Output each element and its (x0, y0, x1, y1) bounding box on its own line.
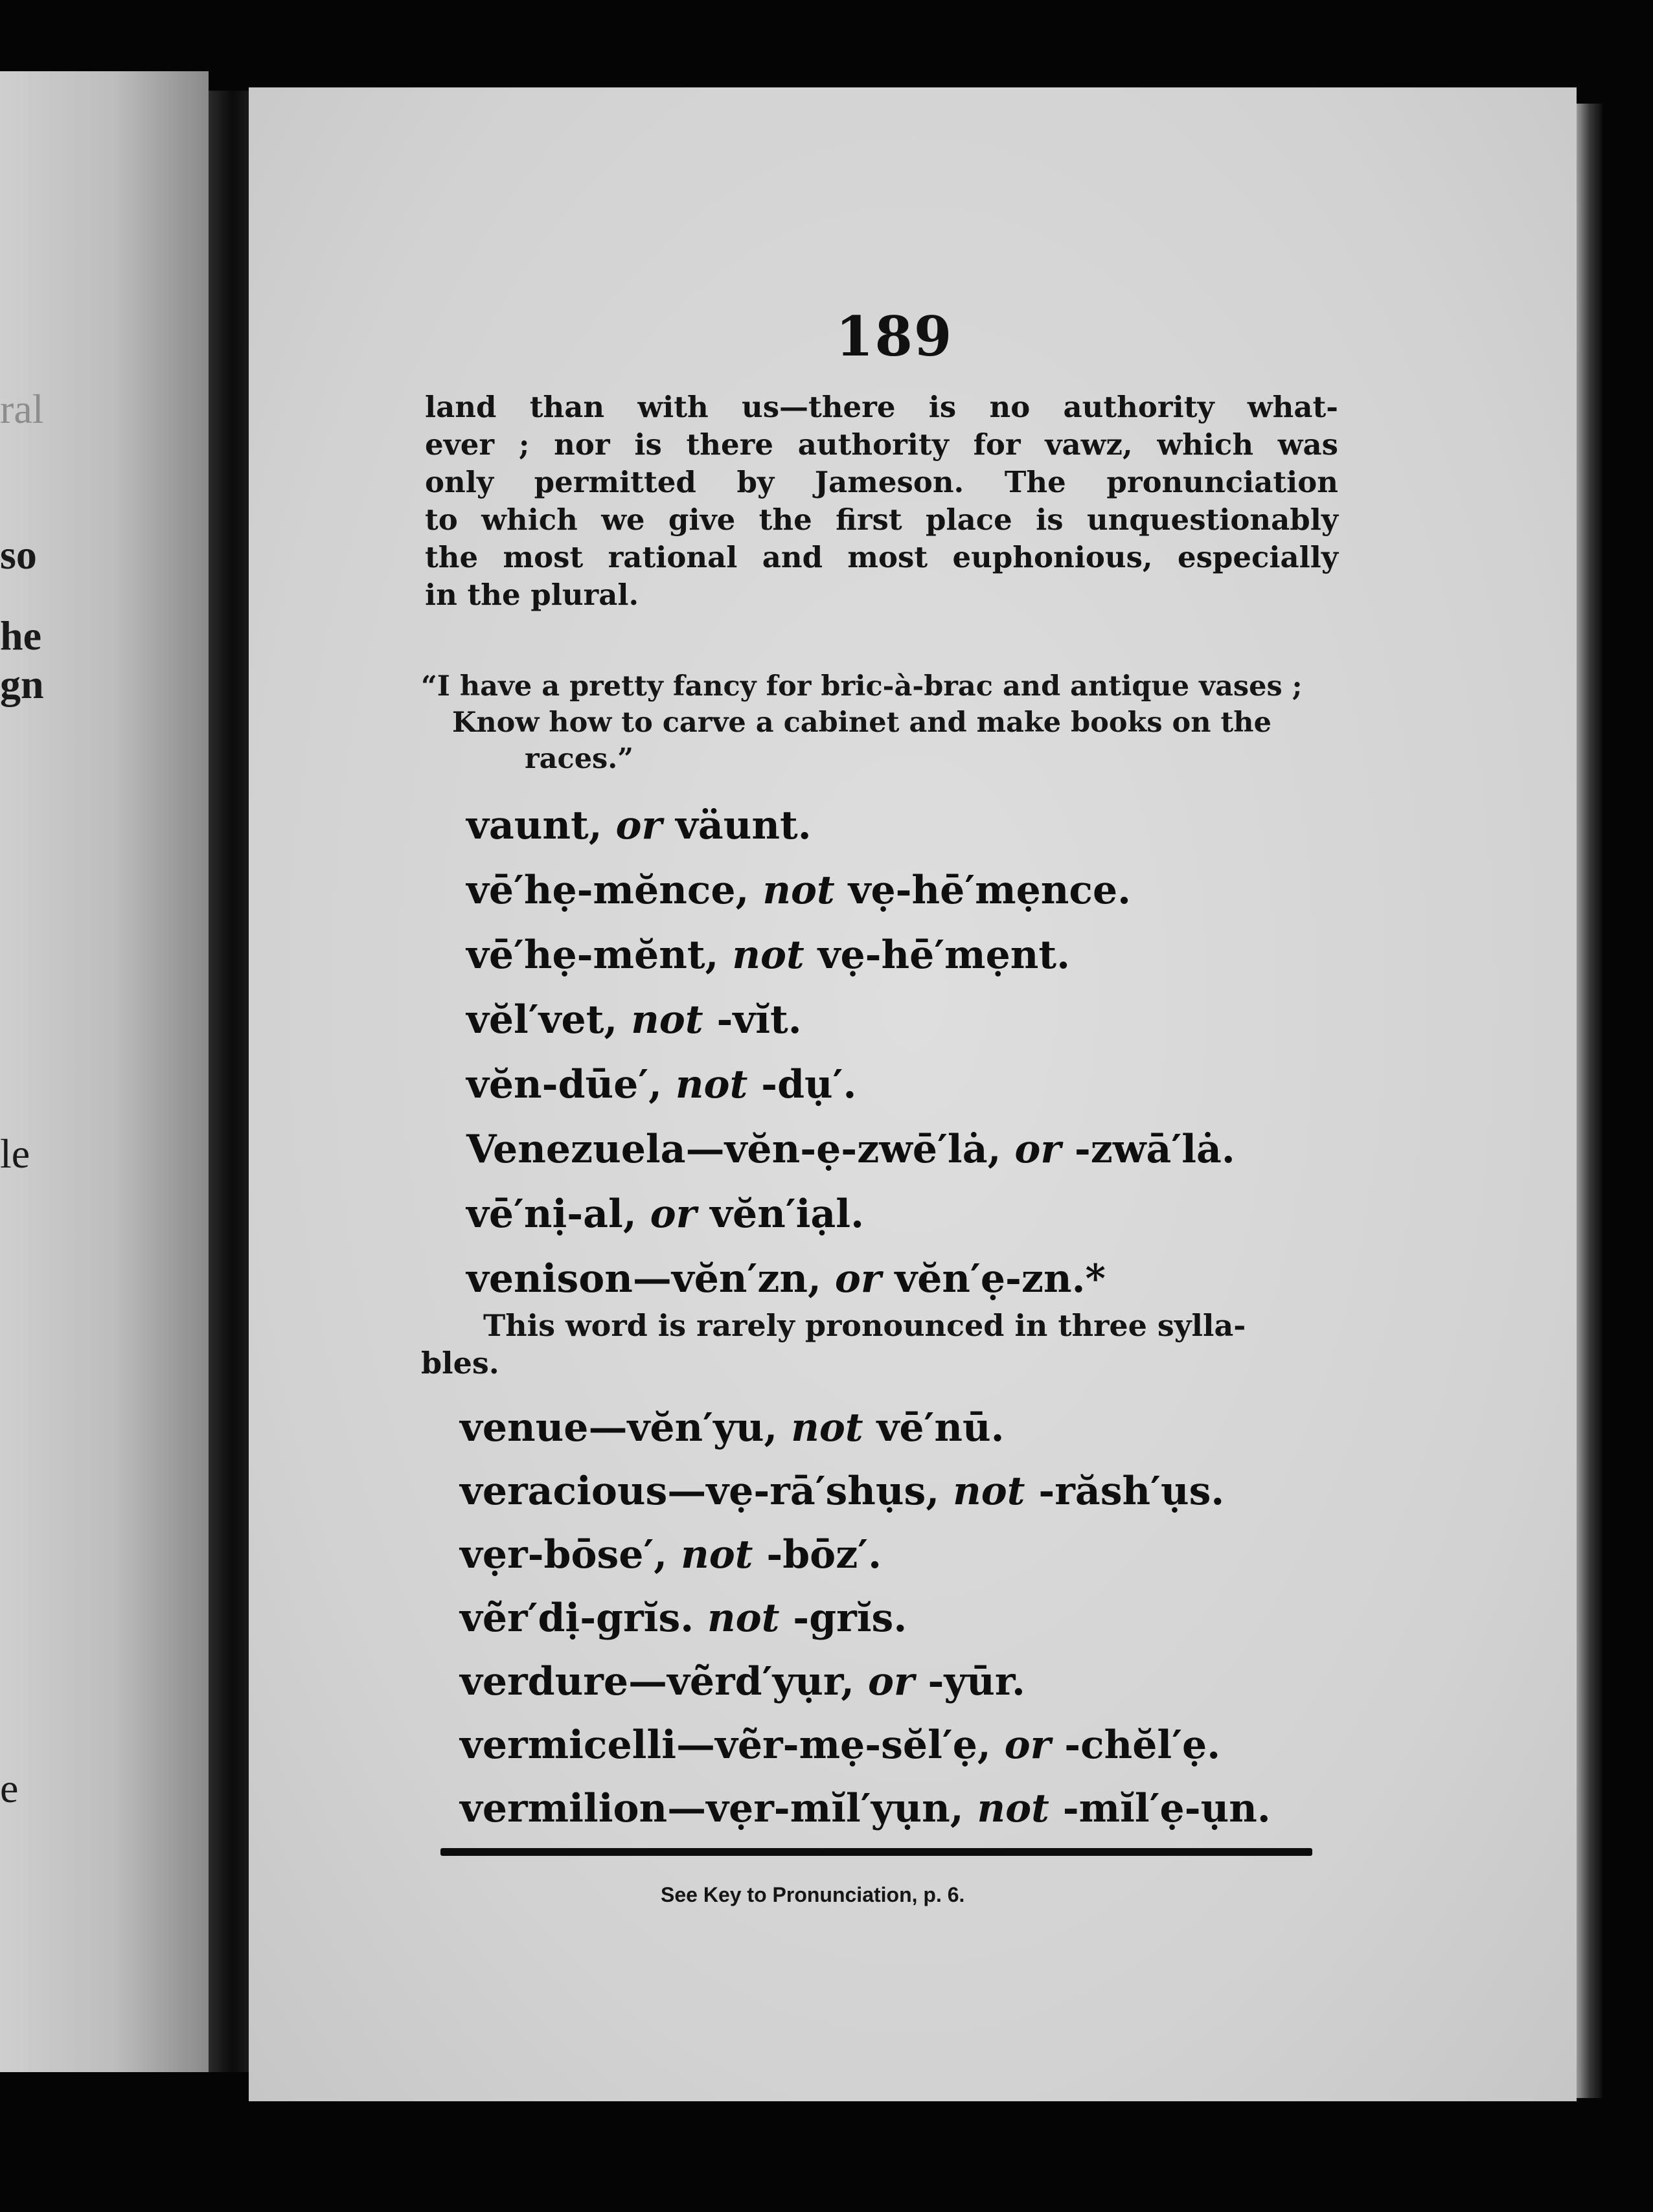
dictionary-entry (460, 1722, 1220, 1768)
entry-alternate: -bōz′. (766, 1532, 882, 1577)
entry-headword: verdure (460, 1659, 629, 1704)
dictionary-entry (466, 1127, 1235, 1172)
left-page-fragment: so (0, 532, 37, 578)
entry-conjunction: not (681, 1532, 753, 1577)
dictionary-entry (466, 1256, 1106, 1302)
left-page-fragment: e (0, 1765, 19, 1811)
entry-pronunciation: —vĕn′yu, (588, 1405, 778, 1450)
left-page-fragment: gn (0, 661, 44, 707)
dictionary-entry (466, 932, 1070, 978)
entry-headword: venison (466, 1256, 633, 1302)
entry-alternate: väunt. (676, 803, 812, 848)
entry-conjunction: not (707, 1596, 780, 1641)
entry-pronunciation: vaunt, (466, 803, 602, 848)
entry-pronunciation: vĕn-dūe′, (466, 1062, 663, 1107)
dictionary-entry (460, 1405, 1004, 1450)
entry-pronunciation: vē′nị-al, (466, 1191, 637, 1237)
dictionary-entry (466, 997, 802, 1043)
paragraph-line: land than with us—there is no authority what- (425, 390, 1338, 424)
entry-conjunction: or (834, 1256, 882, 1302)
entry-headword: Venezuela (466, 1127, 686, 1172)
entry-conjunction: not (732, 932, 804, 978)
left-page-fragment: le (0, 1131, 30, 1177)
dictionary-entry (466, 1062, 856, 1107)
entry-pronunciation: vẹr-bōse′, (460, 1532, 668, 1577)
paragraph-line: only permitted by Jameson. The pronunciation (425, 465, 1338, 499)
entry-pronunciation: —vẹ-rā′shụs, (667, 1469, 940, 1514)
paragraph-line: ever ; nor is there authority for vawz, which was (425, 427, 1338, 462)
page-footer: See Key to Pronunciation, p. 6. (661, 1883, 965, 1906)
entry-conjunction: or (650, 1191, 697, 1237)
dictionary-entry (460, 1469, 1224, 1514)
entry-alternate: vẹ-hē′mẹnce. (848, 868, 1132, 913)
entry-conjunction: not (953, 1469, 1025, 1514)
quotation-line: Know how to carve a cabinet and make books on the (452, 706, 1271, 739)
entry-conjunction: not (791, 1405, 863, 1450)
continuation-paragraph (425, 389, 1338, 614)
entry-conjunction: not (631, 997, 703, 1043)
entry-headword: vermicelli (460, 1722, 677, 1768)
book-gutter (209, 91, 249, 2072)
entry-alternate: -dụ′. (761, 1062, 857, 1107)
dictionary-entry (466, 868, 1131, 913)
entry-headword: veracious (460, 1469, 668, 1514)
paragraph-line: the most rational and most euphonious, especially (425, 540, 1338, 574)
entry-pronunciation: —vĕn′zn, (632, 1256, 821, 1302)
entry-pronunciation: vẽr′dị-grĭs. (460, 1596, 694, 1641)
quotation-line: “I have a pretty fancy for bric-à-brac and antique vases ; (421, 670, 1303, 703)
horizontal-rule (440, 1848, 1312, 1856)
quotation-line: races.” (525, 743, 633, 775)
entry-conjunction: not (762, 868, 835, 913)
dictionary-entry (460, 1532, 882, 1577)
entry-alternate: vē′nū. (876, 1405, 1005, 1450)
entry-alternate: -zwā′lȧ. (1074, 1127, 1235, 1172)
entry-pronunciation: vē′hẹ-mĕnce, (466, 868, 749, 913)
entry-pronunciation: —vẽrd′yụr, (628, 1659, 855, 1704)
page-number: 189 (836, 304, 953, 368)
entry-pronunciation: vē′hẹ-mĕnt, (466, 932, 719, 978)
entry-headword: vermilion (460, 1786, 668, 1831)
paragraph-line: to which we give the first place is unquestionably (425, 502, 1338, 537)
entry-conjunction: not (977, 1786, 1049, 1831)
left-page-strip (0, 71, 209, 2072)
entry-alternate: vĕn′iạl. (710, 1191, 864, 1237)
dictionary-entry (460, 1659, 1025, 1704)
entry-alternate: -vĭt. (716, 997, 802, 1043)
quotation (421, 668, 1341, 777)
entry-alternate: -mĭl′ẹ-ụn. (1062, 1786, 1271, 1831)
dictionary-entry (466, 1191, 864, 1237)
entry-pronunciation: —vẽr-mẹ-sĕl′ẹ, (676, 1722, 991, 1768)
entry-alternate: vẹ-hē′mẹnt. (817, 932, 1071, 978)
entry-alternate: -grĭs. (793, 1596, 907, 1641)
entry-pronunciation: vĕl′vet, (466, 997, 618, 1043)
dictionary-entry (460, 1786, 1271, 1831)
note-line: This word is rarely pronounced in three sylla- (483, 1308, 1246, 1343)
page-edge (1577, 104, 1602, 2098)
paragraph-line: in the plural. (425, 578, 639, 612)
entry-conjunction: or (615, 803, 663, 848)
entry-note (421, 1307, 1341, 1382)
left-page-fragment: ral (0, 386, 44, 432)
entry-conjunction: or (1014, 1127, 1062, 1172)
entry-conjunction: or (1004, 1722, 1051, 1768)
dictionary-entry (460, 1596, 907, 1641)
entry-pronunciation: —vĕn-ẹ-zwē′lȧ, (685, 1127, 1001, 1172)
entry-alternate: vĕn′ẹ-zn.* (895, 1256, 1106, 1302)
entry-conjunction: not (675, 1062, 748, 1107)
entry-conjunction: or (867, 1659, 915, 1704)
entry-headword: venue (460, 1405, 589, 1450)
entry-alternate: -yūr. (928, 1659, 1025, 1704)
note-line: bles. (421, 1346, 499, 1381)
entry-pronunciation: —vẹr-mĭl′yụn, (667, 1786, 964, 1831)
left-page-fragment: he (0, 613, 41, 659)
dictionary-entry (466, 803, 812, 848)
entry-alternate: -răsh′ụs. (1038, 1469, 1225, 1514)
entry-alternate: -chĕl′ẹ. (1064, 1722, 1221, 1768)
